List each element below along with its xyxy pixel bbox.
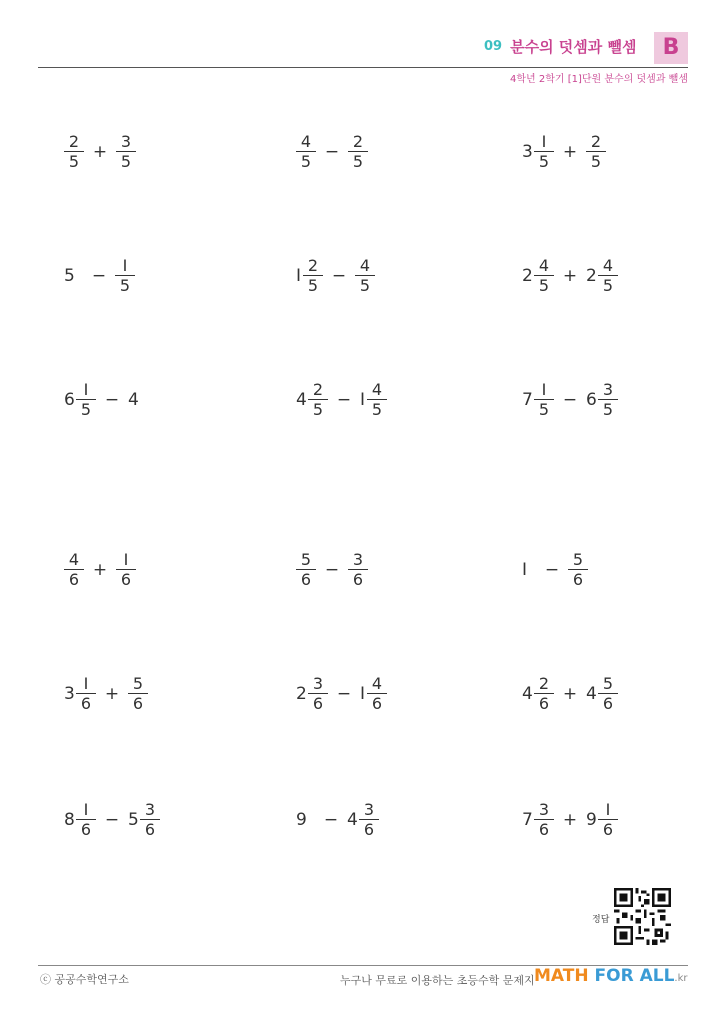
first-term-whole-number: I [296, 266, 302, 286]
second-term-fraction [348, 550, 368, 590]
second-term-whole-number: I [360, 684, 366, 704]
second-term-denominator: 6 [352, 570, 364, 589]
second-term-fraction [598, 256, 618, 296]
first-term-numerator: I [83, 800, 89, 819]
minus-operator: − [104, 810, 120, 830]
first-term-denominator: 6 [80, 820, 92, 839]
first-term-fraction [534, 132, 554, 172]
second-term-whole-number: I [360, 390, 366, 410]
first-term-fraction [76, 674, 96, 714]
first-term-fraction [534, 256, 554, 296]
second-term-denominator: 6 [120, 570, 132, 589]
second-term-numerator: 4 [602, 256, 614, 275]
second-term-fraction [568, 550, 588, 590]
first-term-denominator: 5 [538, 152, 550, 171]
second-term-numerator: 3 [352, 550, 364, 569]
second-term-whole-number: 4 [586, 684, 597, 704]
second-term-numerator: 5 [132, 674, 144, 693]
first-term-numerator: I [541, 380, 547, 399]
first-term-whole-number: 2 [522, 266, 533, 286]
first-term-whole-number: 8 [64, 810, 75, 830]
first-term-fraction [64, 550, 84, 590]
first-term-fraction [296, 550, 316, 590]
minus-operator: − [324, 560, 340, 580]
second-term-numerator: 3 [363, 800, 375, 819]
second-term-denominator: 5 [352, 152, 364, 171]
second-term-denominator: 6 [602, 820, 614, 839]
second-term-numerator: 5 [572, 550, 584, 569]
first-term-numerator: 3 [312, 674, 324, 693]
second-term-numerator: 4 [371, 674, 383, 693]
second-term-fraction [116, 132, 136, 172]
second-term-denominator: 6 [144, 820, 156, 839]
minus-operator: − [323, 810, 339, 830]
second-term-numerator: 4 [359, 256, 371, 275]
minus-operator: − [104, 390, 120, 410]
plus-operator: + [562, 266, 578, 286]
first-term-denominator: 5 [538, 276, 550, 295]
first-term-fraction [534, 674, 554, 714]
minus-operator: − [336, 390, 352, 410]
first-term-denominator: 6 [300, 570, 312, 589]
first-term-fraction [76, 800, 96, 840]
first-term-whole-number: 7 [522, 810, 533, 830]
second-term-numerator: 3 [144, 800, 156, 819]
first-term-numerator: 5 [300, 550, 312, 569]
second-term-whole-number: 9 [586, 810, 597, 830]
second-term-denominator: 6 [371, 694, 383, 713]
second-term-fraction [140, 800, 160, 840]
first-term-denominator: 5 [312, 400, 324, 419]
first-term-denominator: 6 [68, 570, 80, 589]
first-term-whole-number: 4 [296, 390, 307, 410]
first-term-numerator: 2 [538, 674, 550, 693]
first-term-whole-number: 2 [296, 684, 307, 704]
second-term-denominator: 6 [132, 694, 144, 713]
second-term-fraction [359, 800, 379, 840]
first-term-denominator: 5 [68, 152, 80, 171]
first-term-denominator: 6 [80, 694, 92, 713]
second-term-denominator: 6 [572, 570, 584, 589]
second-term-fraction [348, 132, 368, 172]
second-term-denominator: 6 [363, 820, 375, 839]
second-term-numerator: 2 [352, 132, 364, 151]
first-term-whole-number: 5 [64, 266, 75, 286]
second-term-fraction [598, 674, 618, 714]
worksheet-number: 09 [484, 39, 503, 54]
first-term-denominator: 5 [80, 400, 92, 419]
minus-operator: − [336, 684, 352, 704]
first-term-fraction [303, 256, 323, 296]
first-term-fraction [308, 674, 328, 714]
second-term-denominator: 6 [602, 694, 614, 713]
minus-operator: − [324, 142, 340, 162]
worksheet-subtitle: 4학년 2학기 [1]단원 분수의 덧셈과 뺄셈 [509, 74, 688, 85]
second-term-whole-number: 5 [128, 810, 139, 830]
second-term-numerator: I [123, 550, 129, 569]
plus-operator: + [562, 142, 578, 162]
second-term-fraction [115, 256, 135, 296]
header-title-group [484, 36, 636, 57]
first-term-fraction [76, 380, 96, 420]
second-term-fraction [128, 674, 148, 714]
brand-logo-tld: .kr [674, 973, 688, 984]
second-term-numerator: I [605, 800, 611, 819]
second-term-numerator: 3 [602, 380, 614, 399]
first-term-whole-number: 7 [522, 390, 533, 410]
first-term-numerator: I [83, 674, 89, 693]
second-term-whole-number: 4 [347, 810, 358, 830]
answer-label: 정답 [592, 915, 610, 925]
first-term-denominator: 6 [538, 694, 550, 713]
first-term-denominator: 6 [538, 820, 550, 839]
first-term-numerator: 3 [538, 800, 550, 819]
second-term-whole-number: 2 [586, 266, 597, 286]
second-term-whole-number: 6 [586, 390, 597, 410]
first-term-numerator: 2 [312, 380, 324, 399]
plus-operator: + [92, 142, 108, 162]
worksheet-title: 분수의 덧셈과 뺄셈 [510, 38, 637, 56]
second-term-denominator: 5 [359, 276, 371, 295]
second-term-numerator: I [122, 256, 128, 275]
first-term-fraction [296, 132, 316, 172]
first-term-fraction [534, 380, 554, 420]
second-term-numerator: 5 [602, 674, 614, 693]
first-term-whole-number: 6 [64, 390, 75, 410]
plus-operator: + [562, 810, 578, 830]
second-term-fraction [598, 800, 618, 840]
first-term-denominator: 6 [312, 694, 324, 713]
header-divider [38, 67, 688, 68]
plus-operator: + [92, 560, 108, 580]
second-term-denominator: 5 [602, 400, 614, 419]
first-term-whole-number: 3 [64, 684, 75, 704]
second-term-denominator: 5 [590, 152, 602, 171]
second-term-fraction [367, 674, 387, 714]
plus-operator: + [104, 684, 120, 704]
second-term-denominator: 5 [119, 276, 131, 295]
second-term-denominator: 5 [120, 152, 132, 171]
second-term-fraction [367, 380, 387, 420]
first-term-whole-number: 9 [296, 810, 307, 830]
brand-logo[interactable] [534, 966, 688, 986]
first-term-fraction [534, 800, 554, 840]
first-term-whole-number: I [522, 560, 528, 580]
second-term-numerator: 2 [590, 132, 602, 151]
first-term-numerator: 4 [300, 132, 312, 151]
second-term-denominator: 5 [602, 276, 614, 295]
second-term-fraction [586, 132, 606, 172]
first-term-numerator: 4 [68, 550, 80, 569]
copyright-text: ⓒ 공공수학연구소 [40, 973, 129, 986]
second-term-denominator: 5 [371, 400, 383, 419]
first-term-denominator: 5 [300, 152, 312, 171]
second-term-numerator: 4 [371, 380, 383, 399]
first-term-whole-number: 3 [522, 142, 533, 162]
brand-logo-part2: FOR ALL [594, 966, 675, 986]
second-term-fraction [598, 380, 618, 420]
first-term-whole-number: 4 [522, 684, 533, 704]
footer-slogan: 누구나 무료로 이용하는 초등수학 문제지 [340, 974, 535, 987]
brand-logo-part1: MATH [534, 966, 595, 986]
minus-operator: − [91, 266, 107, 286]
first-term-fraction [308, 380, 328, 420]
first-term-denominator: 5 [538, 400, 550, 419]
second-term-numerator: 3 [120, 132, 132, 151]
first-term-denominator: 5 [307, 276, 319, 295]
first-term-fraction [64, 132, 84, 172]
second-term-fraction [116, 550, 136, 590]
second-term-fraction [355, 256, 375, 296]
minus-operator: − [544, 560, 560, 580]
answer-qr-code-icon[interactable] [614, 888, 671, 945]
second-term-whole-number: 4 [128, 390, 139, 410]
first-term-numerator: 4 [538, 256, 550, 275]
minus-operator: − [331, 266, 347, 286]
level-badge: B [654, 32, 688, 64]
minus-operator: − [562, 390, 578, 410]
first-term-numerator: I [83, 380, 89, 399]
first-term-numerator: I [541, 132, 547, 151]
plus-operator: + [562, 684, 578, 704]
first-term-numerator: 2 [307, 256, 319, 275]
first-term-numerator: 2 [68, 132, 80, 151]
